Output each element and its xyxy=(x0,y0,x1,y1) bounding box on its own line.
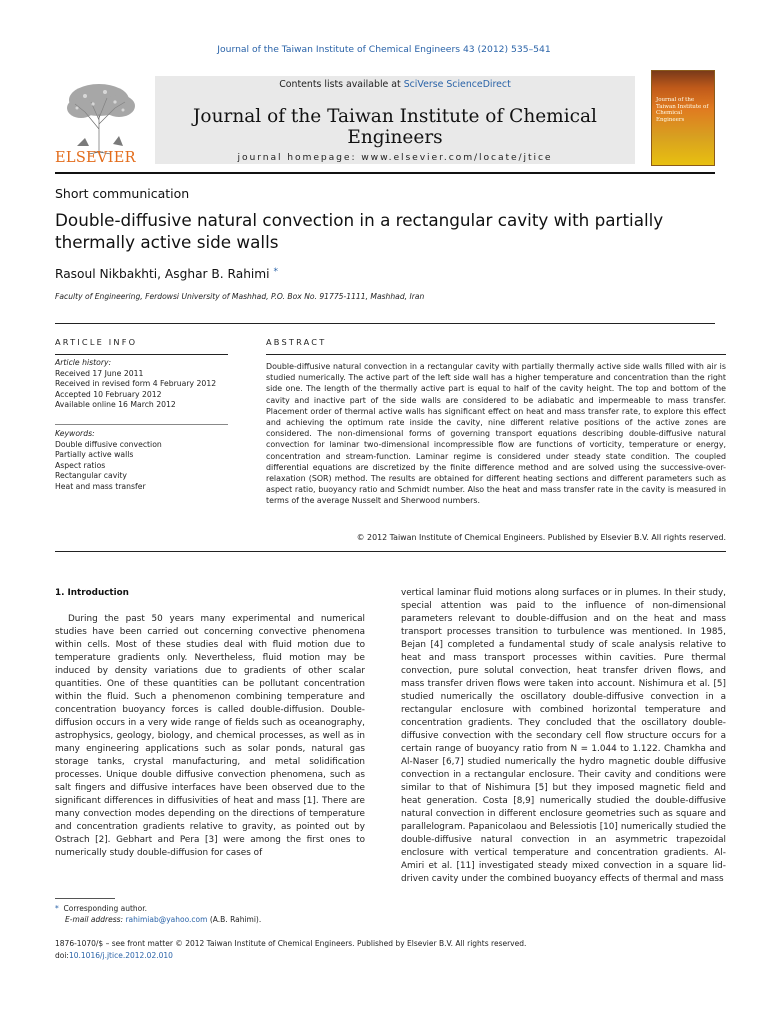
history-item: Received in revised form 4 February 2012 xyxy=(55,379,217,389)
author-list: Rasoul Nikbakhti, Asghar B. Rahimi * xyxy=(55,267,278,281)
history-label: Article history: xyxy=(55,358,112,367)
history-item: Received 17 June 2011 xyxy=(55,368,144,378)
elsevier-wordmark: ELSEVIER xyxy=(55,150,136,166)
abstract-text: Double-diffusive natural convection in a rectangular cavity with partially thermally active side walls filled with air is studied numerically. The active part of the left side wall has a higher temperature and concentration than the right side one. The length of the thermally active part is equal to half of the cavity height. The top and bottom of the cavity and inactive part of the side walls are considered to be adiabatic and impermeable to mass transfer. Placement order of thermal active walls has significant effect on heat and mass transfer rate, to explore this effect and achieving the optimum rate inside the cavity, nine different relative positions of the active zones are considered. The non-dimensional forms of governing transport equations describing double-diffusive natural convection for laminar two-dimensional incompressible flow are functions of vorticity, temperature or energy, concentration and stream-function. Laminar regime is considered under steady state condition. The coupled differential equations are discretized by the finite difference method and are solved using the successive-over-relaxation (SOR) method. The results are obtained for different heating sections and different parameters such as aspect ratio, buoyancy ratio and Schmidt number. Also the heat and mass transfer rate in the cavity is measured in terms of the average Nusselt and Sherwood numbers. xyxy=(266,362,726,506)
keywords-block xyxy=(55,429,228,493)
journal-citation[interactable]: Journal of the Taiwan Institute of Chemical Engineers 43 (2012) 535–541 xyxy=(217,44,551,55)
keyword: Aspect ratios xyxy=(55,460,106,470)
footnote xyxy=(55,904,365,925)
abstract-bottom-rule xyxy=(55,551,726,552)
keywords-label: Keywords: xyxy=(55,429,95,438)
abstract-copyright: © 2012 Taiwan Institute of Chemical Engineers. Published by Elsevier B.V. All rights reserved. xyxy=(356,533,726,542)
keywords-rule xyxy=(55,424,228,425)
email-line: E-mail address: rahimiab@yahoo.com (A.B. Rahimi). xyxy=(65,914,262,924)
footnote-rule xyxy=(55,898,115,899)
corresponding-author-mark[interactable]: * xyxy=(273,267,278,277)
journal-homepage[interactable]: journal homepage: www.elsevier.com/locate/jtice xyxy=(237,152,553,163)
front-matter-line: 1876-1070/$ – see front matter © 2012 Taiwan Institute of Chemical Engineers. Published by Elsevier B.V. All rights reserved. xyxy=(55,939,527,948)
journal-title: Journal of the Taiwan Institute of Chemical Engineers xyxy=(193,106,597,148)
history-item: Available online 16 March 2012 xyxy=(55,400,176,410)
keyword: Rectangular cavity xyxy=(55,471,127,481)
page-footer xyxy=(55,938,715,961)
cover-title: Journal of the Taiwan Institute of Chemical Engineers xyxy=(656,97,709,123)
author-email-link[interactable]: rahimiab@yahoo.com xyxy=(125,914,208,924)
info-top-rule xyxy=(55,323,715,324)
article-info-heading: ARTICLE INFO xyxy=(55,337,138,347)
article-title: Double-diffusive natural convection in a rectangular cavity with partially thermally active side walls xyxy=(55,210,664,252)
paragraph: vertical laminar fluid motions along surfaces or in plumes. In their study, special attention was paid to the influence of non-dimensional parameters relevant to double-diffusion and on the heat and mass transport processes transition to turbulence was mentioned. In 1985, Bejan [4] completed a fundamental study of scale analysis relative to heat and mass transport processes within cavities. Pure thermal convection, pure solutal convection, heat transfer driven flows, and mass transfer driven flows were taken into account. Nishimura et al. [5] studied numerically the oscillatory double-diffusive convection in a rectangular enclosure with combined horizontal temperature and concentration gradients. They concluded that the oscillatory double-diffusive convection with the secondary cell flow structure occurs for a certain range of buoyancy ratio from N = 1.044 to 1.122. Chamkha and Al-Naser [6,7] studied numerically the hydro magnetic double diffusive convection in a rectangular enclosure. Their cavity and conditions were similar to that of Nishimura [5] but they imposed magnetic field and heat generation. Costa [8,9] numerically studied the double-diffusive natural convection in different enclosure geometries such as square and parallelogram. Papanicolaou and Belessiotis [10] numerically studied the double-diffusive natural convection in an asymmetric trapezoidal enclosure with vertical temperature and concentration gradients. Al-Amiri et al. [11] investigated steady mixed convection in a square lid-driven cavity under the combined buoyancy effects of thermal and mass xyxy=(401,588,726,884)
doi-link[interactable]: 10.1016/j.jtice.2012.02.010 xyxy=(68,950,173,960)
article-info-rule xyxy=(55,354,228,355)
section-heading-introduction: 1. Introduction xyxy=(55,588,129,598)
body-column-right xyxy=(401,587,726,886)
abstract-rule xyxy=(266,354,726,355)
keyword: Partially active walls xyxy=(55,450,134,460)
article-history xyxy=(55,358,228,411)
article-type: Short communication xyxy=(55,186,190,201)
paragraph: During the past 50 years many experimental and numerical studies have been carried out concerning convective phenomena within cells. Most of these studies deal with fluid motion due to temperature gradients only. Nevertheless, fluid motion may be induced by density variations due to gradients of other scalar quantities. One of these quantities can be pollutant concentration within the fluid. Such a phenomenon combining temperature and concentration buoyancy forces is called double-diffusion. Double-diffusion occurs in a very wide range of fields such as oceanography, astrophysics, geology, biology, and chemical processes, as well as in many engineering applications such as solar ponds, natural gas storage tanks, crystal manufacturing, and metal solidification processes. Unique double diffusive convection phenomena, such as salt fingers and diffusive interfaces have been observed due to the significant differences in diffusivities of heat and mass [1]. There are many convection modes depending on the directions of temperature and concentration gradients relative to gravity, as pointed out by Ostrach [2]. Gebhart and Pera [3] were among the first ones to numerically study double-diffusion for cases of xyxy=(55,614,365,858)
body-column-left xyxy=(55,613,365,860)
contents-line: Contents lists available at SciVerse ScienceDirect xyxy=(279,79,511,90)
sciencedirect-link[interactable]: SciVerse ScienceDirect xyxy=(403,79,511,90)
affiliation: Faculty of Engineering, Ferdowsi University of Mashhad, P.O. Box No. 91775-1111, Mashhad, Iran xyxy=(55,292,425,301)
corresponding-author-note: * Corresponding author. xyxy=(55,904,148,913)
history-item: Accepted 10 February 2012 xyxy=(55,389,162,399)
abstract-heading: ABSTRACT xyxy=(266,337,327,347)
journal-cover-image xyxy=(651,70,715,166)
doi-line: doi:10.1016/j.jtice.2012.02.010 xyxy=(55,950,173,960)
footnote-mark: * xyxy=(55,904,59,913)
keyword: Double diffusive convection xyxy=(55,439,162,449)
masthead xyxy=(55,68,715,172)
keyword: Heat and mass transfer xyxy=(55,481,146,491)
header-rule xyxy=(55,172,715,174)
